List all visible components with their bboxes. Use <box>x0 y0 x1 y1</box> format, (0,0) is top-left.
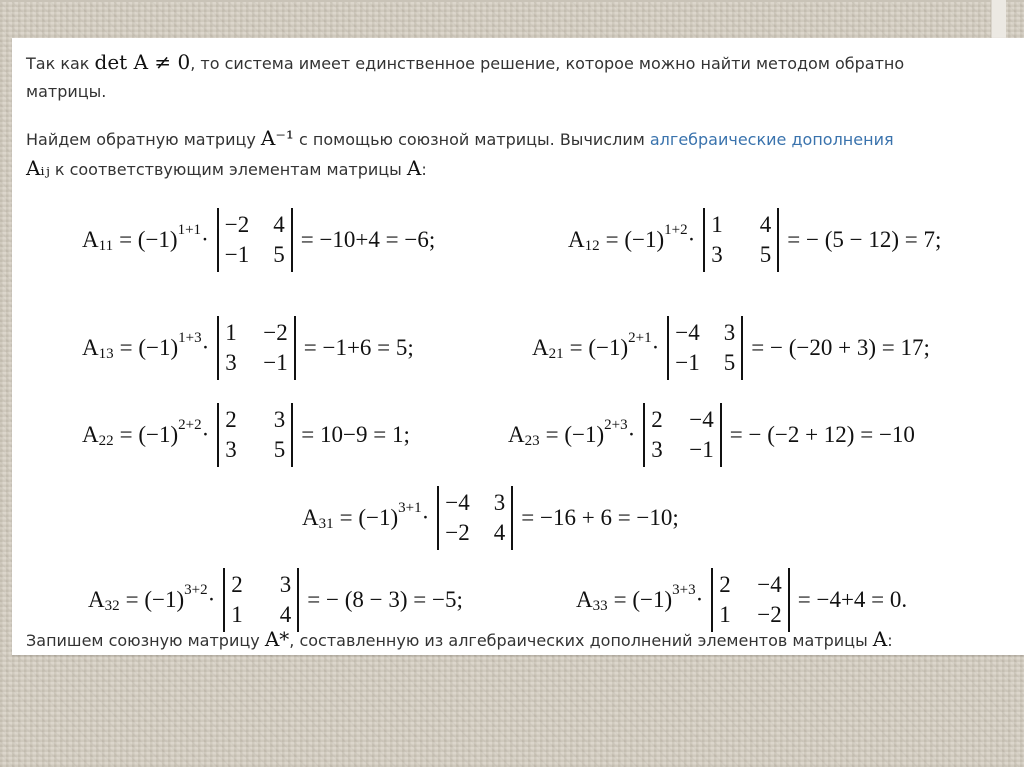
cofactor-equation-a13 <box>82 316 414 380</box>
paragraph-3 <box>26 625 893 655</box>
sign-base: = (−1) <box>545 422 605 447</box>
determinant-row <box>225 240 285 270</box>
sign-exponent: 1+1 <box>177 221 202 238</box>
text: , составленную из алгебраических дополнений элементов матрицы <box>289 631 873 650</box>
math-a-star: A* <box>264 627 290 651</box>
determinant-cell: 3 <box>711 242 723 267</box>
determinant-cell: 4 <box>279 602 292 627</box>
determinant-cell: 3 <box>279 572 292 597</box>
sign-base: = (−1) <box>119 335 179 360</box>
sign-exponent: 3+1 <box>398 499 422 516</box>
text: к соответствующим элементам матрицы <box>49 160 407 179</box>
cofactor-equation-a11 <box>82 208 435 272</box>
determinant-row <box>651 435 713 465</box>
determinant-cell: 1 <box>231 602 243 627</box>
sign-exponent: 2+3 <box>604 416 628 433</box>
determinant-cell: 2 <box>231 572 243 597</box>
sign-exponent: 3+2 <box>184 581 208 598</box>
cofactor-symbol: A <box>88 587 105 612</box>
math-a-inverse: A⁻¹ <box>260 126 294 150</box>
determinant-cell: 1 <box>711 212 723 237</box>
determinant-2x2 <box>711 568 789 632</box>
cofactor-symbol: A <box>82 335 99 360</box>
equation-result: = −16 + 6 = −10; <box>521 505 679 530</box>
cofactor-equation-a12 <box>568 208 941 272</box>
paragraph-2-line-2 <box>26 154 427 184</box>
determinant-row <box>225 318 287 348</box>
cofactor-symbol: A <box>568 227 585 252</box>
cofactor-equation-a21 <box>532 316 930 380</box>
equation-result: = −10+4 = −6; <box>300 227 436 252</box>
determinant-cell: 3 <box>225 437 237 462</box>
text: с помощью союзной матрицы. Вычислим <box>293 130 650 149</box>
determinant-cell: 4 <box>273 212 285 237</box>
determinant-cell: 1 <box>225 320 237 345</box>
determinant-cell: −4 <box>689 407 714 432</box>
sign-base: = (−1) <box>119 227 178 252</box>
sign-exponent: 1+3 <box>178 329 202 346</box>
cofactor-equation-a23 <box>508 403 915 467</box>
determinant-row <box>225 348 287 378</box>
determinant-cell: 5 <box>759 242 772 267</box>
text: : <box>887 631 893 650</box>
link-algebraic-complements[interactable]: алгебраические дополнения <box>649 130 894 149</box>
determinant-cell: 4 <box>493 520 506 545</box>
determinant-2x2 <box>217 403 293 467</box>
equation-result: = −4+4 = 0. <box>797 587 908 612</box>
math-det-a: det A ≠ 0 <box>94 50 191 74</box>
determinant-cell: 3 <box>651 437 663 462</box>
determinant-cell: 2 <box>651 407 663 432</box>
determinant-cell: 5 <box>273 242 285 267</box>
determinant-cell: 3 <box>493 490 506 515</box>
cofactor-subscript: 31 <box>318 515 334 532</box>
determinant-cell: 5 <box>273 437 286 462</box>
determinant-row <box>225 405 285 435</box>
determinant-cell: −1 <box>224 242 250 267</box>
sign-base: = (−1) <box>119 422 179 447</box>
text: матрицы. <box>26 82 107 101</box>
determinant-cell: 4 <box>759 212 772 237</box>
determinant-row <box>651 405 713 435</box>
determinant-cell: −2 <box>224 212 250 237</box>
equation-result: = − (5 − 12) = 7; <box>787 227 942 252</box>
cofactor-equation-a32 <box>88 568 463 632</box>
equation-result: = 10−9 = 1; <box>301 422 410 447</box>
determinant-row <box>711 240 771 270</box>
determinant-2x2 <box>667 316 743 380</box>
math-a: A <box>406 156 422 180</box>
determinant-2x2 <box>643 403 721 467</box>
equation-result: = −1+6 = 5; <box>303 335 414 360</box>
determinant-row <box>675 318 735 348</box>
cofactor-equation-a33 <box>576 568 907 632</box>
determinant-cell: 3 <box>225 350 237 375</box>
determinant-2x2 <box>437 486 513 550</box>
cofactor-symbol: A <box>82 227 99 252</box>
determinant-row <box>225 435 285 465</box>
equation-result: = − (−2 + 12) = −10 <box>729 422 915 447</box>
paragraph-2-line-1 <box>26 124 894 154</box>
dot-operator: · <box>627 422 636 447</box>
determinant-row <box>445 518 505 548</box>
dot-operator: · <box>687 227 696 252</box>
dot-operator: · <box>201 335 210 360</box>
text: Запишем союзную матрицу <box>26 631 265 650</box>
determinant-cell: 5 <box>723 350 736 375</box>
dot-operator: · <box>207 587 216 612</box>
determinant-cell: −4 <box>675 320 700 345</box>
cofactor-symbol: A <box>508 422 525 447</box>
dot-operator: · <box>201 422 210 447</box>
cofactor-equation-a22 <box>82 403 410 467</box>
determinant-2x2 <box>217 208 293 272</box>
determinant-cell: −4 <box>445 490 470 515</box>
cofactor-subscript: 22 <box>98 432 114 449</box>
equation-result: = − (8 − 3) = −5; <box>307 587 463 612</box>
determinant-cell: −1 <box>689 437 714 462</box>
determinant-cell: 1 <box>719 602 731 627</box>
cofactor-subscript: 23 <box>524 432 540 449</box>
sign-base: = (−1) <box>125 587 185 612</box>
dot-operator: · <box>201 227 209 252</box>
cofactor-subscript: 21 <box>548 345 564 362</box>
sign-base: = (−1) <box>605 227 665 252</box>
sign-base: = (−1) <box>569 335 629 360</box>
document-sheet <box>12 38 1024 655</box>
determinant-2x2 <box>703 208 779 272</box>
cofactor-subscript: 13 <box>98 345 114 362</box>
determinant-cell: −2 <box>757 602 782 627</box>
sign-base: = (−1) <box>613 587 673 612</box>
text: Так как <box>26 54 95 73</box>
determinant-cell: 3 <box>723 320 736 345</box>
determinant-cell: −1 <box>675 350 700 375</box>
paragraph-1-line-1 <box>26 48 904 78</box>
sign-base: = (−1) <box>339 505 399 530</box>
cofactor-subscript: 11 <box>98 237 114 254</box>
determinant-cell: −4 <box>757 572 782 597</box>
determinant-row <box>675 348 735 378</box>
top-border <box>0 0 1024 2</box>
page-corner <box>991 0 1006 39</box>
cofactor-symbol: A <box>532 335 549 360</box>
dot-operator: · <box>695 587 704 612</box>
paragraph-1-line-2 <box>26 78 106 106</box>
determinant-cell: −2 <box>445 520 470 545</box>
sign-exponent: 2+1 <box>628 329 652 346</box>
determinant-row <box>231 570 291 600</box>
cofactor-symbol: A <box>82 422 99 447</box>
determinant-cell: −1 <box>263 350 288 375</box>
text: , то система имеет единственное решение, которое можно найти методом обратно <box>190 54 905 73</box>
cofactor-symbol: A <box>576 587 593 612</box>
determinant-cell: −2 <box>263 320 288 345</box>
cofactor-symbol: A <box>302 505 319 530</box>
determinant-cell: 3 <box>273 407 286 432</box>
sign-exponent: 2+2 <box>178 416 202 433</box>
equation-result: = − (−20 + 3) = 17; <box>751 335 930 360</box>
cofactor-subscript: 12 <box>584 237 600 254</box>
dot-operator: · <box>421 505 430 530</box>
math-a: A <box>872 627 888 651</box>
cofactor-subscript: 32 <box>104 597 120 614</box>
cofactor-equation-a31 <box>302 486 679 550</box>
dot-operator: · <box>651 335 660 360</box>
sign-exponent: 1+2 <box>664 221 688 238</box>
text: Найдем обратную матрицу <box>26 130 261 149</box>
determinant-cell: 2 <box>225 407 237 432</box>
determinant-row <box>719 570 781 600</box>
determinant-row <box>225 210 285 240</box>
math-a-ij: Aᵢⱼ <box>26 156 50 180</box>
determinant-2x2 <box>217 316 295 380</box>
sign-exponent: 3+3 <box>672 581 696 598</box>
determinant-cell: 2 <box>719 572 731 597</box>
determinant-2x2 <box>223 568 299 632</box>
determinant-row <box>711 210 771 240</box>
determinant-row <box>445 488 505 518</box>
cofactor-subscript: 33 <box>592 597 608 614</box>
text: : <box>421 160 427 179</box>
